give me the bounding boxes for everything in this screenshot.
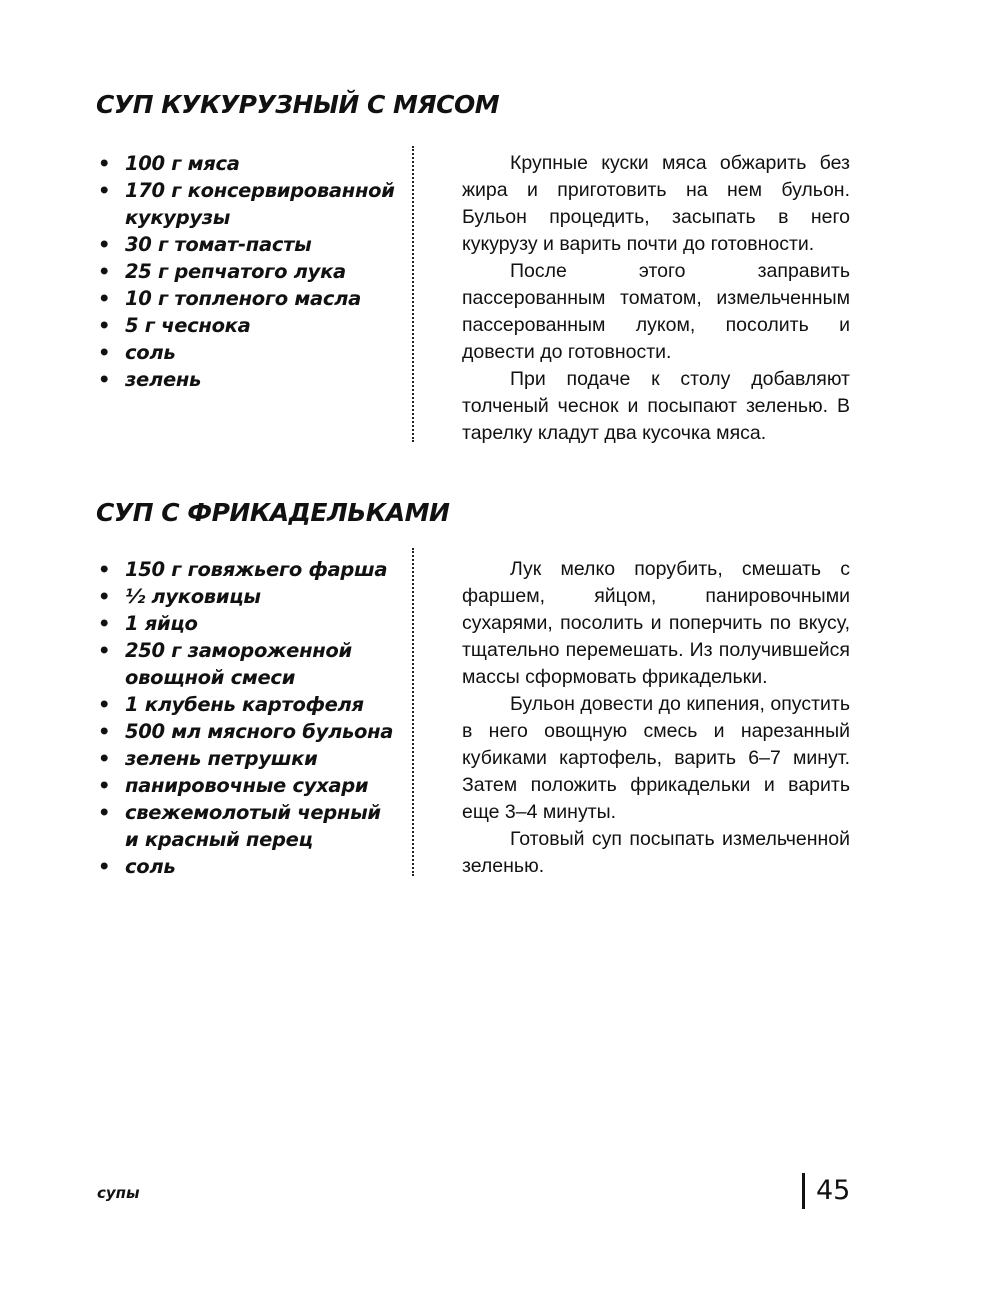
section-label: супы [97, 1184, 140, 1202]
method-paragraph: После этого заправить пассерованным томатом, измельченным пассерованным луком, посолить и довести до готовности. [462, 260, 850, 363]
ingredient-item: • свежемолотый черный и красный перец [98, 799, 396, 853]
ingredient-item: • 1 яйцо [98, 610, 396, 637]
column-divider [412, 146, 414, 442]
ingredient-item: • зелень [98, 366, 396, 393]
column-divider [412, 548, 414, 876]
method-paragraph: Бульон довести до кипения, опустить в него овощную смесь и нарезанный кубиками картофель, варить 6–7 минут. Затем положить фрикадельки и варить еще 3–4 минуты. [462, 693, 850, 823]
method-paragraph: Лук мелко порубить, смешать с фаршем, яйцом, панировочными сухарями, посолить и поперчить по вкусу, тщательно перемешать. Из получившейся массы сформовать фрикадельки. [462, 558, 850, 688]
page-number: 45 [816, 1175, 851, 1206]
ingredients-list [98, 556, 396, 880]
ingredient-item: • соль [98, 339, 396, 366]
method-text [462, 150, 850, 447]
method-text [462, 556, 850, 880]
recipe-title: СУП С ФРИКАДЕЛЬКАМИ [96, 498, 450, 527]
ingredients-list [98, 150, 396, 393]
method-paragraph: Крупные куски мяса обжарить без жира и приготовить на нем бульон. Бульон процедить, засыпать в него кукурузу и варить почти до готовности. [462, 152, 850, 255]
ingredient-item: • 500 мл мясного бульона [98, 718, 396, 745]
ingredient-item: • 250 г замороженной овощной смеси [98, 637, 396, 691]
method-paragraph: При подаче к столу добавляют толченый чеснок и посыпают зеленью. В тарелку кладут два кусочка мяса. [462, 368, 850, 444]
ingredient-item: • ½ луковицы [98, 583, 396, 610]
recipe-title: СУП КУКУРУЗНЫЙ С МЯСОМ [96, 90, 500, 119]
method-paragraph: Готовый суп посыпать измельченной зеленью. [462, 828, 850, 877]
ingredient-item: • зелень петрушки [98, 745, 396, 772]
ingredient-item: • 25 г репчатого лука [98, 258, 396, 285]
ingredient-item: • 30 г томат-пасты [98, 231, 396, 258]
ingredient-item: • панировочные сухари [98, 772, 396, 799]
ingredient-item: • 150 г говяжьего фарша [98, 556, 396, 583]
ingredient-item: • соль [98, 853, 396, 880]
ingredient-item: • 5 г чеснока [98, 312, 396, 339]
ingredient-item: • 100 г мяса [98, 150, 396, 177]
page-number-separator [802, 1173, 805, 1209]
ingredient-item: • 170 г консервированной кукурузы [98, 177, 396, 231]
ingredient-item: • 10 г топленого масла [98, 285, 396, 312]
ingredient-item: • 1 клубень картофеля [98, 691, 396, 718]
